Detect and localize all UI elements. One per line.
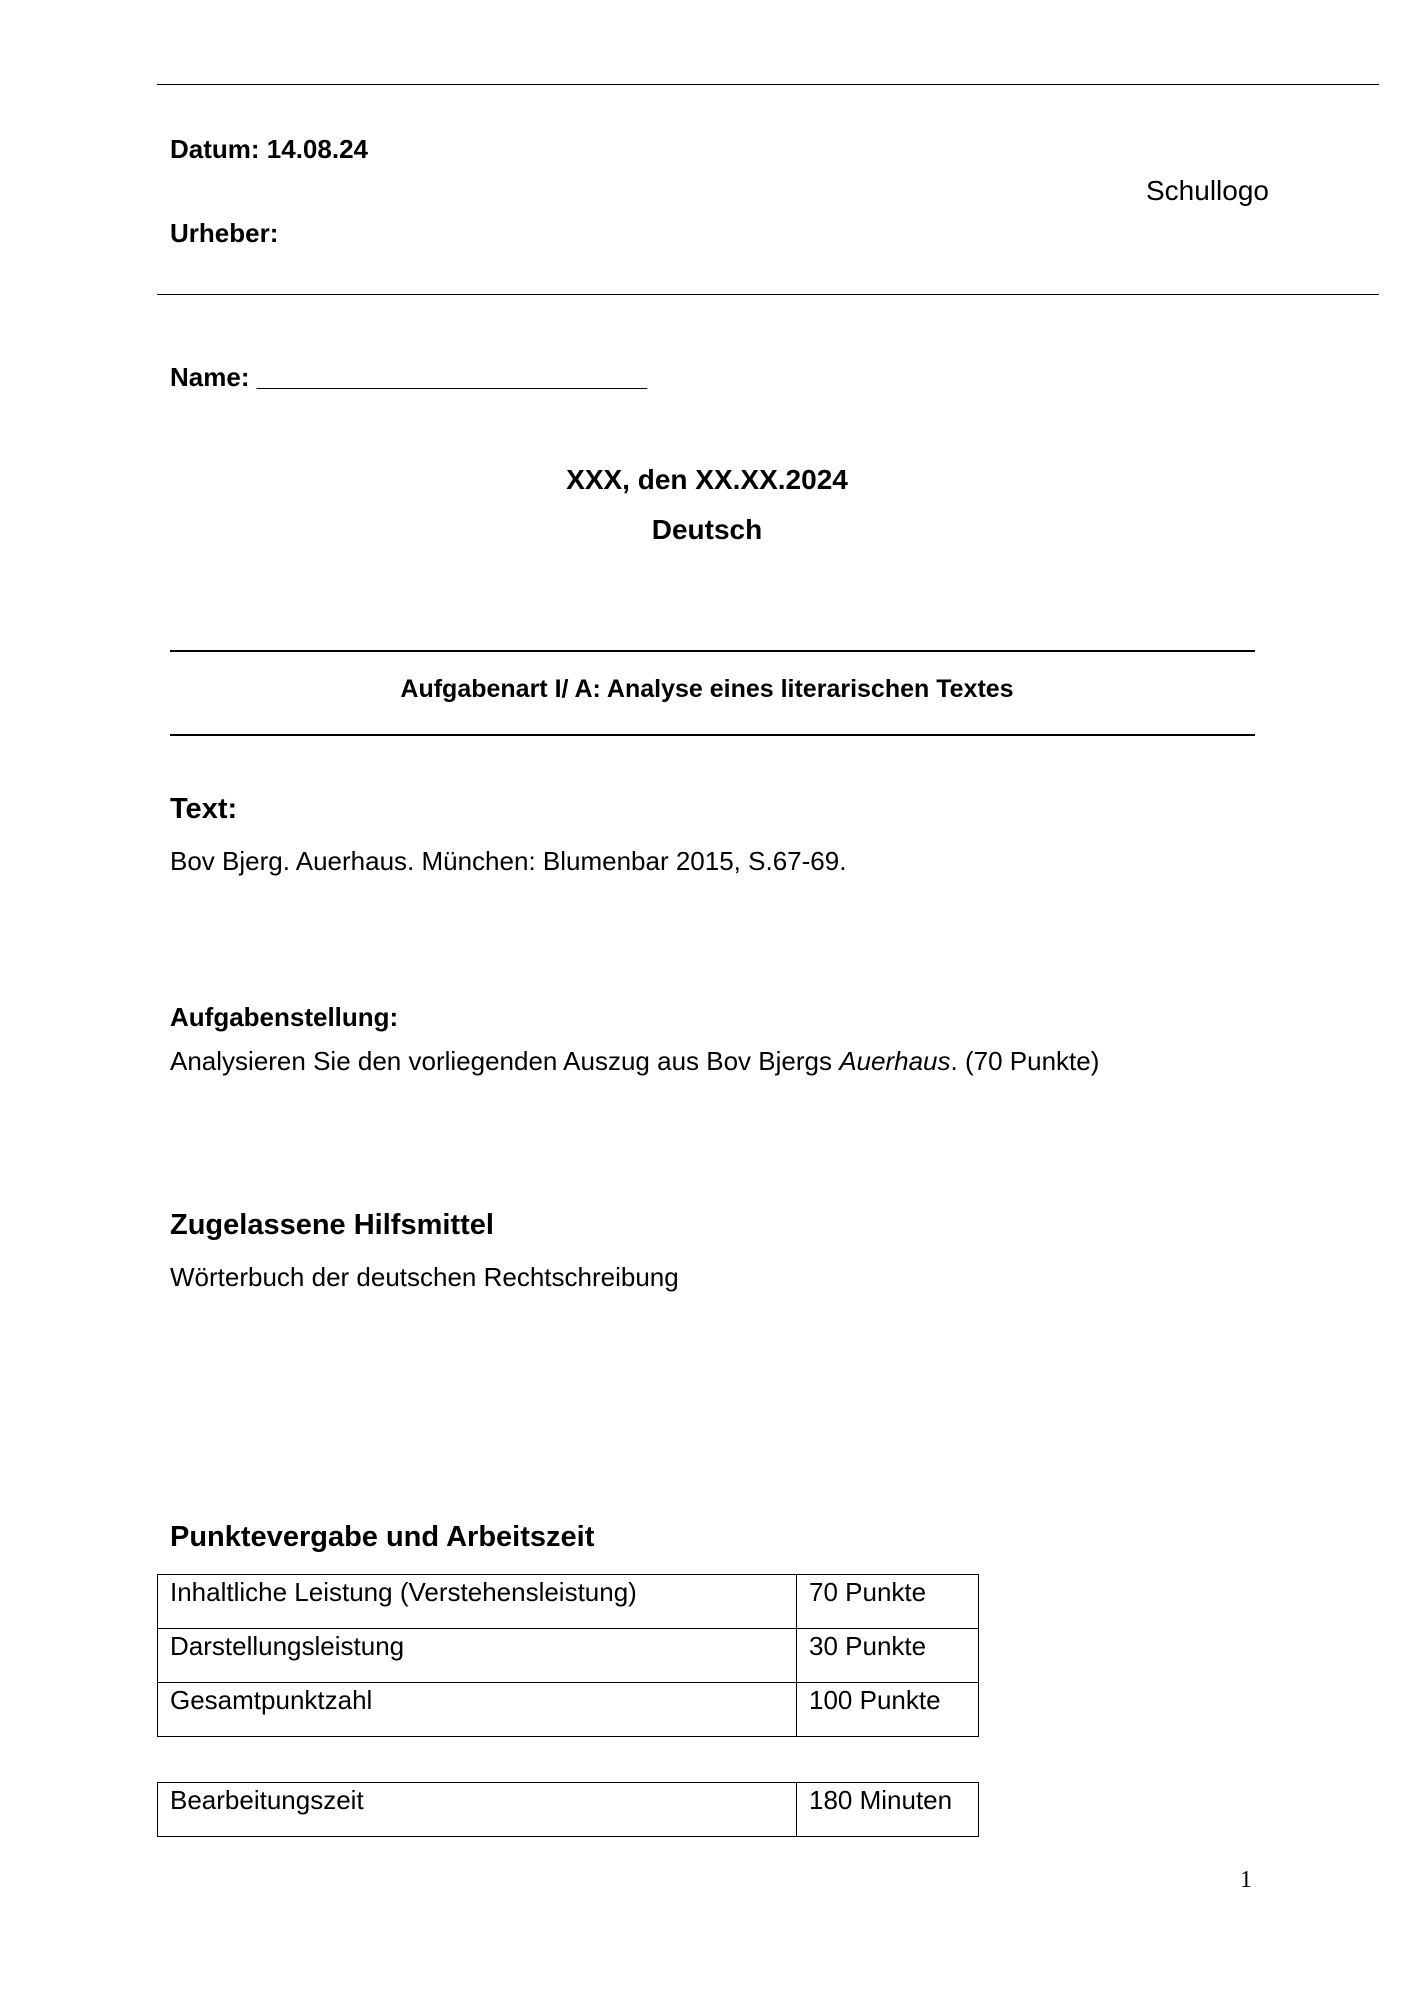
scoring-label: Inhaltliche Leistung (Verstehensleistung) <box>158 1575 797 1629</box>
assignment-book-title: Auerhaus <box>839 1046 951 1076</box>
subject-title: Deutsch <box>651 514 763 545</box>
table-row <box>158 1575 979 1629</box>
page-number: 1 <box>1240 1867 1252 1893</box>
header-top-rule <box>157 84 1379 85</box>
table-row <box>158 1683 979 1737</box>
text-source: Bov Bjerg. Auerhaus. München: Blumenbar 2015, S.67-69. <box>170 846 847 876</box>
author-label: Urheber: <box>170 218 279 248</box>
scoring-value: 100 Punkte <box>797 1683 979 1737</box>
task-type-title: Aufgabenart I/ A: Analyse eines literarischen Textes <box>400 675 1014 703</box>
scoring-label: Darstellungsleistung <box>158 1629 797 1683</box>
scoring-table <box>157 1574 979 1737</box>
scoring-heading: Punktevergabe und Arbeitszeit <box>170 1521 595 1553</box>
assignment-text <box>170 1046 1099 1076</box>
scoring-value: 70 Punkte <box>797 1575 979 1629</box>
school-logo-placeholder: Schullogo <box>1146 175 1269 206</box>
name-field-line: Name: ___________________________ <box>170 362 648 392</box>
place-date-title: XXX, den XX.XX.2024 <box>566 464 848 495</box>
table-row <box>158 1629 979 1683</box>
header-bottom-rule <box>157 294 1379 295</box>
aids-heading: Zugelassene Hilfsmittel <box>170 1209 494 1241</box>
assignment-text-after: . (70 Punkte) <box>950 1046 1100 1076</box>
scoring-label: Gesamtpunktzahl <box>158 1683 797 1737</box>
text-heading: Text: <box>170 793 238 825</box>
aids-item: Wörterbuch der deutschen Rechtschreibung <box>170 1262 679 1292</box>
task-type-bottom-rule <box>170 734 1255 736</box>
scoring-value: 30 Punkte <box>797 1629 979 1683</box>
time-value: 180 Minuten <box>797 1783 979 1837</box>
table-row <box>158 1783 979 1837</box>
task-type-top-rule <box>170 650 1255 652</box>
time-label: Bearbeitungszeit <box>158 1783 797 1837</box>
assignment-text-before: Analysieren Sie den vorliegenden Auszug aus Bov Bjergs <box>170 1046 840 1076</box>
assignment-heading: Aufgabenstellung: <box>170 1002 399 1032</box>
time-table <box>157 1782 979 1837</box>
date-label: Datum: 14.08.24 <box>170 134 368 164</box>
